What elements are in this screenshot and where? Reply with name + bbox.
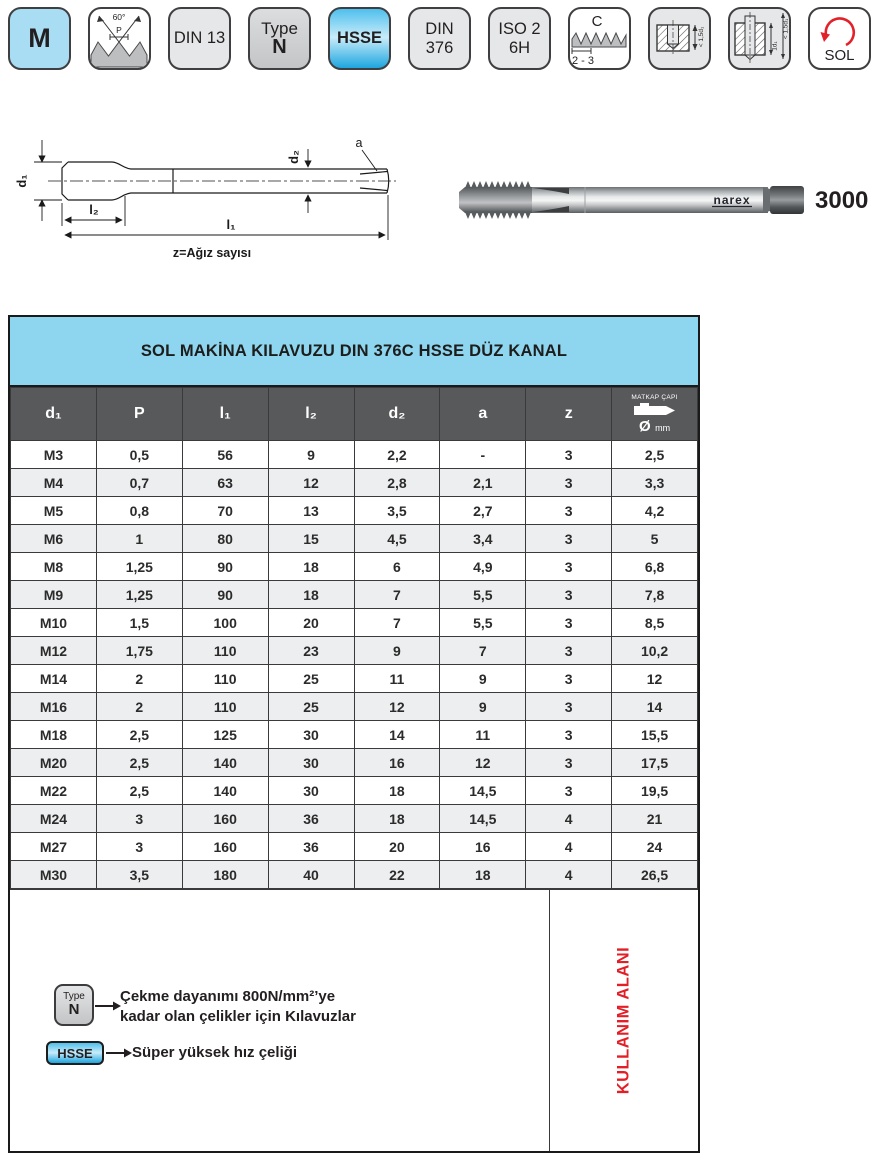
table-row bbox=[11, 693, 698, 721]
cell-l1: 90 bbox=[182, 581, 268, 609]
thread-profile-badge bbox=[88, 7, 151, 70]
table-header bbox=[11, 388, 698, 441]
cell-drill-dia: 8,5 bbox=[612, 609, 698, 637]
cell-drill-dia: 19,5 bbox=[612, 777, 698, 805]
cell-drill-dia: 14 bbox=[612, 693, 698, 721]
cell-d2: 2,8 bbox=[354, 469, 440, 497]
cell-size: M24 bbox=[11, 805, 97, 833]
cell-pitch: 0,5 bbox=[96, 441, 182, 469]
cell-z: 3 bbox=[526, 441, 612, 469]
cell-l1: 90 bbox=[182, 553, 268, 581]
cell-l2: 15 bbox=[268, 525, 354, 553]
table-row bbox=[11, 637, 698, 665]
cell-drill-dia: 15,5 bbox=[612, 721, 698, 749]
cell-size: M16 bbox=[11, 693, 97, 721]
through-hole-icon bbox=[730, 9, 789, 68]
cell-a: 4,9 bbox=[440, 553, 526, 581]
cell-a: 3,4 bbox=[440, 525, 526, 553]
cell-pitch: 3,5 bbox=[96, 861, 182, 889]
cell-l1: 125 bbox=[182, 721, 268, 749]
spec-table bbox=[8, 315, 700, 1153]
table-row bbox=[11, 805, 698, 833]
type-label: Type bbox=[261, 18, 298, 38]
cell-a: 18 bbox=[440, 861, 526, 889]
legend-type-n-line1: Çekme dayanımı 800N/mm²’ye bbox=[120, 988, 336, 1005]
thread-pitch-label: P bbox=[116, 25, 122, 35]
cell-l2: 12 bbox=[268, 469, 354, 497]
legend-type-n-label: N bbox=[68, 1001, 80, 1019]
table-row bbox=[11, 497, 698, 525]
cell-d2: 9 bbox=[354, 637, 440, 665]
table-row bbox=[11, 777, 698, 805]
brand-logo: narex bbox=[713, 193, 751, 207]
din376-line2: 376 bbox=[425, 38, 454, 57]
type-n-label: N bbox=[272, 35, 287, 58]
cell-a: 11 bbox=[440, 721, 526, 749]
cell-size: M4 bbox=[11, 469, 97, 497]
sol-label: SOL bbox=[824, 47, 855, 64]
din376-badge bbox=[408, 7, 471, 70]
badge-row bbox=[8, 7, 871, 70]
cell-a: 2,7 bbox=[440, 497, 526, 525]
cell-z: 3 bbox=[526, 469, 612, 497]
table-row bbox=[11, 581, 698, 609]
dim-d1-label: d₁ bbox=[14, 174, 29, 188]
table-body bbox=[11, 441, 698, 889]
legend-type-n-badge bbox=[54, 984, 94, 1026]
left-hand-rotation-icon bbox=[819, 13, 861, 49]
cell-d2: 14 bbox=[354, 721, 440, 749]
cell-drill-dia: 2,5 bbox=[612, 441, 698, 469]
cell-d2: 11 bbox=[354, 665, 440, 693]
cell-a: 5,5 bbox=[440, 581, 526, 609]
col-header-z: z bbox=[526, 388, 612, 441]
blind-hole-badge bbox=[648, 7, 711, 70]
cell-size: M18 bbox=[11, 721, 97, 749]
thread-angle-label: 60° bbox=[112, 12, 126, 22]
col-header-l2: l₂ bbox=[268, 388, 354, 441]
cell-a: 9 bbox=[440, 665, 526, 693]
cell-d2: 2,2 bbox=[354, 441, 440, 469]
cell-pitch: 1,25 bbox=[96, 581, 182, 609]
arrow-right-icon bbox=[106, 1046, 132, 1060]
cell-l2: 25 bbox=[268, 693, 354, 721]
cell-a: 2,1 bbox=[440, 469, 526, 497]
table-row bbox=[11, 525, 698, 553]
chamfer-icon bbox=[570, 9, 629, 68]
thread-profile-icon bbox=[90, 9, 149, 68]
cell-l2: 36 bbox=[268, 833, 354, 861]
cell-z: 3 bbox=[526, 749, 612, 777]
cell-size: M3 bbox=[11, 441, 97, 469]
cell-drill-dia: 7,8 bbox=[612, 581, 698, 609]
legend-cell bbox=[10, 890, 550, 1151]
cell-l1: 160 bbox=[182, 833, 268, 861]
cell-l1: 63 bbox=[182, 469, 268, 497]
cell-l2: 20 bbox=[268, 609, 354, 637]
cell-d2: 7 bbox=[354, 609, 440, 637]
cell-l1: 56 bbox=[182, 441, 268, 469]
cell-size: M20 bbox=[11, 749, 97, 777]
cell-l1: 110 bbox=[182, 693, 268, 721]
table-row bbox=[11, 861, 698, 889]
cell-z: 3 bbox=[526, 497, 612, 525]
table-row bbox=[11, 721, 698, 749]
cell-drill-dia: 24 bbox=[612, 833, 698, 861]
cell-d2: 7 bbox=[354, 581, 440, 609]
metric-thread-label: M bbox=[28, 23, 51, 53]
cell-a: - bbox=[440, 441, 526, 469]
type-n-badge bbox=[248, 7, 311, 70]
cell-pitch: 1 bbox=[96, 525, 182, 553]
col-header-l1: l₁ bbox=[182, 388, 268, 441]
din13-badge bbox=[168, 7, 231, 70]
cell-z: 3 bbox=[526, 665, 612, 693]
cell-size: M6 bbox=[11, 525, 97, 553]
cell-a: 5,5 bbox=[440, 609, 526, 637]
cell-l2: 9 bbox=[268, 441, 354, 469]
model-number: 3000 bbox=[815, 187, 869, 214]
cell-d2: 16 bbox=[354, 749, 440, 777]
table-title: SOL MAKİNA KILAVUZU DIN 376C HSSE DÜZ KANAL bbox=[10, 317, 698, 387]
cell-pitch: 3 bbox=[96, 833, 182, 861]
cell-drill-dia: 10,2 bbox=[612, 637, 698, 665]
usage-area-label: KULLANIM ALANI bbox=[614, 946, 633, 1095]
cell-pitch: 0,8 bbox=[96, 497, 182, 525]
cell-pitch: 1,5 bbox=[96, 609, 182, 637]
flute-count-caption: z=Ağız sayısı bbox=[172, 246, 252, 260]
cell-drill-dia: 6,8 bbox=[612, 553, 698, 581]
chamfer-badge bbox=[568, 7, 631, 70]
dim-d2-label: d₂ bbox=[286, 150, 301, 164]
cell-d2: 12 bbox=[354, 693, 440, 721]
legend-type-n-text bbox=[120, 987, 356, 1027]
chamfer-range-label: 2 - 3 bbox=[571, 55, 595, 67]
cell-pitch: 1,75 bbox=[96, 637, 182, 665]
cell-l2: 23 bbox=[268, 637, 354, 665]
table-row bbox=[11, 833, 698, 861]
col-header-p: P bbox=[96, 388, 182, 441]
cell-l1: 140 bbox=[182, 777, 268, 805]
cell-l1: 70 bbox=[182, 497, 268, 525]
cell-l1: 140 bbox=[182, 749, 268, 777]
din13-label: DIN 13 bbox=[173, 28, 226, 47]
col-header-a: a bbox=[440, 388, 526, 441]
unit-label: mm bbox=[655, 422, 671, 433]
cell-a: 9 bbox=[440, 693, 526, 721]
cell-size: M27 bbox=[11, 833, 97, 861]
through-hole-dim2-label: < 1,5d₁ bbox=[782, 18, 789, 40]
cell-d2: 18 bbox=[354, 805, 440, 833]
drill-bit-icon bbox=[632, 402, 678, 418]
cell-l2: 30 bbox=[268, 721, 354, 749]
hsse-badge bbox=[328, 7, 391, 70]
cell-d2: 18 bbox=[354, 777, 440, 805]
cell-l1: 110 bbox=[182, 637, 268, 665]
arrow-right-icon bbox=[95, 999, 121, 1013]
cell-size: M12 bbox=[11, 637, 97, 665]
tap-square-end bbox=[763, 186, 804, 214]
metric-thread-badge bbox=[8, 7, 71, 70]
cell-l1: 110 bbox=[182, 665, 268, 693]
cell-l2: 18 bbox=[268, 581, 354, 609]
through-hole-dim1-label: 1d₁ bbox=[771, 41, 779, 51]
iso2-line2: 6H bbox=[508, 38, 531, 57]
dim-l1-label: l₁ bbox=[226, 217, 236, 232]
cell-pitch: 0,7 bbox=[96, 469, 182, 497]
table-footer bbox=[10, 889, 698, 1151]
cell-z: 3 bbox=[526, 609, 612, 637]
cell-drill-dia: 5 bbox=[612, 525, 698, 553]
cell-pitch: 2 bbox=[96, 693, 182, 721]
through-hole-badge bbox=[728, 7, 791, 70]
cell-a: 12 bbox=[440, 749, 526, 777]
cell-d2: 4,5 bbox=[354, 525, 440, 553]
cell-d2: 6 bbox=[354, 553, 440, 581]
cell-drill-dia: 12 bbox=[612, 665, 698, 693]
cell-a: 7 bbox=[440, 637, 526, 665]
cell-drill-dia: 3,3 bbox=[612, 469, 698, 497]
col-header-drill-dia bbox=[612, 388, 698, 441]
din376-line1: DIN bbox=[425, 20, 454, 39]
cell-size: M5 bbox=[11, 497, 97, 525]
legend-type-n-line2: kadar olan çelikler için Kılavuzlar bbox=[120, 1008, 356, 1025]
cell-l2: 25 bbox=[268, 665, 354, 693]
cell-z: 3 bbox=[526, 637, 612, 665]
cell-l1: 160 bbox=[182, 805, 268, 833]
tap-thread-section bbox=[459, 181, 533, 219]
iso2-line1: ISO 2 bbox=[498, 20, 541, 39]
cell-a: 16 bbox=[440, 833, 526, 861]
cell-l2: 18 bbox=[268, 553, 354, 581]
blind-hole-icon bbox=[650, 9, 709, 68]
cell-d2: 20 bbox=[354, 833, 440, 861]
dim-a-label: a bbox=[355, 136, 363, 150]
cell-z: 3 bbox=[526, 581, 612, 609]
sol-badge bbox=[808, 7, 871, 70]
cell-l1: 180 bbox=[182, 861, 268, 889]
iso2-6h-badge bbox=[488, 7, 551, 70]
cell-l2: 36 bbox=[268, 805, 354, 833]
cell-d2: 22 bbox=[354, 861, 440, 889]
table-row bbox=[11, 609, 698, 637]
cell-l2: 40 bbox=[268, 861, 354, 889]
drill-dia-label: MATKAP ÇAPI bbox=[631, 393, 678, 401]
cell-z: 3 bbox=[526, 777, 612, 805]
col-header-d2: d₂ bbox=[354, 388, 440, 441]
cell-pitch: 2,5 bbox=[96, 749, 182, 777]
diameter-symbol: Ø bbox=[639, 417, 651, 435]
table-row bbox=[11, 441, 698, 469]
cell-pitch: 3 bbox=[96, 805, 182, 833]
cell-z: 4 bbox=[526, 805, 612, 833]
table-row bbox=[11, 665, 698, 693]
legend-hsse-text: Süper yüksek hız çeliği bbox=[132, 1044, 298, 1061]
cell-drill-dia: 26,5 bbox=[612, 861, 698, 889]
legend-type-label: Type bbox=[63, 991, 85, 1003]
cell-size: M10 bbox=[11, 609, 97, 637]
cell-size: M14 bbox=[11, 665, 97, 693]
cell-drill-dia: 4,2 bbox=[612, 497, 698, 525]
cell-pitch: 1,25 bbox=[96, 553, 182, 581]
cell-z: 3 bbox=[526, 553, 612, 581]
cell-pitch: 2,5 bbox=[96, 721, 182, 749]
cell-z: 4 bbox=[526, 833, 612, 861]
cell-l1: 80 bbox=[182, 525, 268, 553]
table-row bbox=[11, 553, 698, 581]
cell-d2: 3,5 bbox=[354, 497, 440, 525]
cell-size: M9 bbox=[11, 581, 97, 609]
cell-size: M22 bbox=[11, 777, 97, 805]
cell-l2: 13 bbox=[268, 497, 354, 525]
tap-dimension-drawing bbox=[10, 118, 430, 278]
table-row bbox=[11, 749, 698, 777]
usage-area-cell bbox=[550, 890, 698, 1151]
cell-l2: 30 bbox=[268, 777, 354, 805]
cell-a: 14,5 bbox=[440, 777, 526, 805]
blind-hole-dim-label: < 1,5d₁ bbox=[698, 26, 705, 48]
cell-z: 3 bbox=[526, 525, 612, 553]
cell-z: 3 bbox=[526, 721, 612, 749]
legend-hsse-badge: HSSE bbox=[46, 1041, 104, 1065]
cell-drill-dia: 17,5 bbox=[612, 749, 698, 777]
chamfer-label: C bbox=[591, 13, 603, 30]
hsse-label: HSSE bbox=[337, 29, 382, 47]
cell-z: 4 bbox=[526, 861, 612, 889]
table-row bbox=[11, 469, 698, 497]
cell-l1: 100 bbox=[182, 609, 268, 637]
cell-pitch: 2,5 bbox=[96, 777, 182, 805]
cell-z: 3 bbox=[526, 693, 612, 721]
cell-pitch: 2 bbox=[96, 665, 182, 693]
cell-a: 14,5 bbox=[440, 805, 526, 833]
cell-size: M8 bbox=[11, 553, 97, 581]
dim-l2-label: l₂ bbox=[89, 202, 99, 217]
cell-l2: 30 bbox=[268, 749, 354, 777]
col-header-d1: d₁ bbox=[11, 388, 97, 441]
cell-drill-dia: 21 bbox=[612, 805, 698, 833]
cell-size: M30 bbox=[11, 861, 97, 889]
